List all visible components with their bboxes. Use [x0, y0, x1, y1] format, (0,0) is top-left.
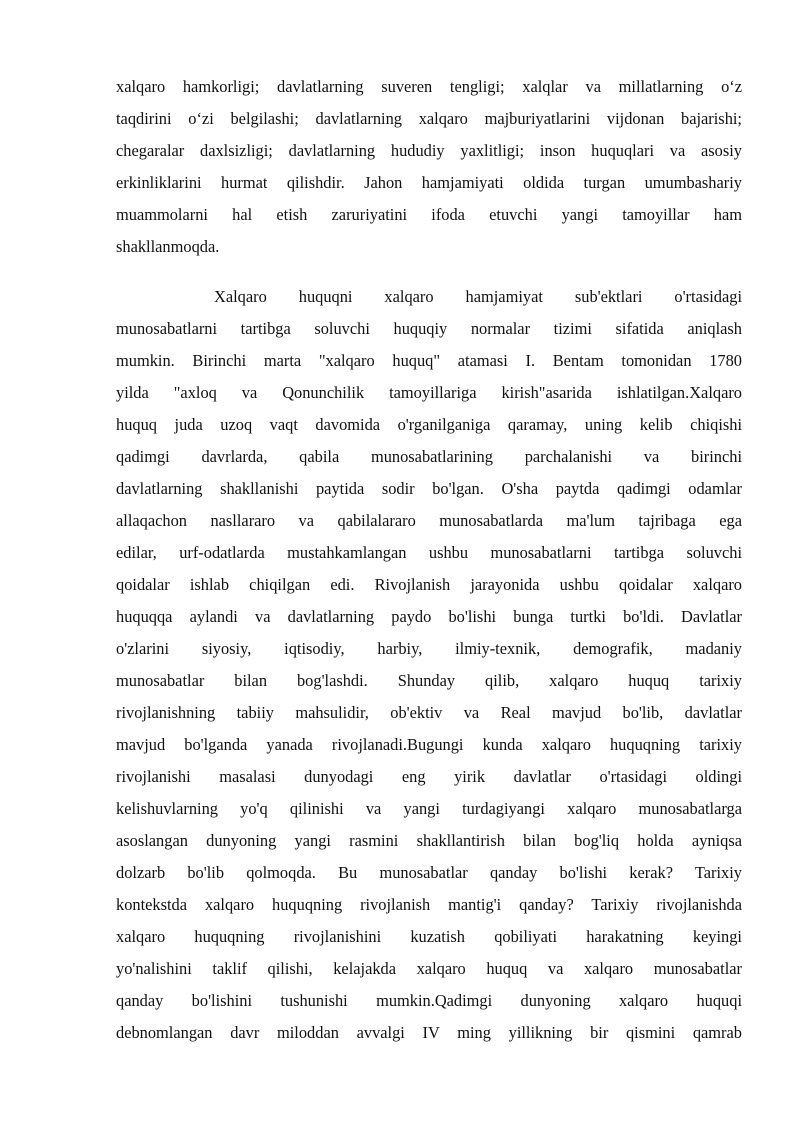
- text-line: davlatlarning shakllanishi paytida sodir bo'lgan. O'sha paytda qadimgi odamlar: [116, 479, 742, 498]
- text-line: shakllanmoqda.: [116, 237, 220, 256]
- text-line: munosabatlarni tartibga soluvchi huquqiy normalar tizimi sifatida aniqlash: [116, 319, 742, 338]
- text-line: huquq juda uzoq vaqt davomida o'rganilganiga qaramay, uning kelib chiqishi: [116, 415, 742, 434]
- text-line: yo'nalishini taklif qilishi, kelajakda xalqaro huquq va xalqaro munosabatlar: [116, 959, 742, 978]
- text-line: dolzarb bo'lib qolmoqda. Bu munosabatlar qanday bo'lishi kerak? Tarixiy: [116, 863, 742, 882]
- text-line: kontekstda xalqaro huquqning rivojlanish mantig'i qanday? Tarixiy rivojlanishda: [116, 895, 742, 914]
- text-line: taqdirini o‘zi belgilashi; davlatlarning xalqaro majburiyatlarini vijdonan bajarishi;: [116, 109, 742, 128]
- text-line: allaqachon nasllararo va qabilalararo munosabatlarda ma'lum tajribaga ega: [116, 511, 742, 530]
- text-line: mumkin. Birinchi marta "xalqaro huquq" atamasi I. Bentam tomonidan 1780: [116, 351, 742, 370]
- text-line: chegaralar daxlsizligi; davlatlarning hududiy yaxlitligi; inson huquqlari va asosiy: [116, 141, 742, 160]
- text-line: rivojlanishning tabiiy mahsulidir, ob'ektiv va Real mavjud bo'lib, davlatlar: [116, 703, 742, 722]
- text-line: o'zlarini siyosiy, iqtisodiy, harbiy, ilmiy-texnik, demografik, madaniy: [116, 639, 742, 658]
- text-line: edilar, urf-odatlarda mustahkamlangan ushbu munosabatlarni tartibga soluvchi: [116, 543, 742, 562]
- text-line: huquqqa aylandi va davlatlarning paydo bo'lishi bunga turtki bo'ldi. Davlatlar: [116, 607, 742, 626]
- text-line: qadimgi davrlarda, qabila munosabatlarining parchalanishi va birinchi: [116, 447, 742, 466]
- text-line: erkinliklarini hurmat qilishdir. Jahon hamjamiyati oldida turgan umumbashariy: [116, 173, 742, 192]
- text-line: rivojlanishi masalasi dunyodagi eng yirik davlatlar o'rtasidagi oldingi: [116, 767, 742, 786]
- text-line: yilda "axloq va Qonunchilik tamoyillariga kirish"asarida ishlatilgan.Xalqaro: [116, 383, 742, 402]
- text-line: Xalqaro huquqni xalqaro hamjamiyat sub'ektlari o'rtasidagi: [214, 287, 742, 306]
- text-line: xalqaro hamkorligi; davlatlarning suveren tengligi; xalqlar va millatlarning o‘z: [116, 77, 742, 96]
- text-line: qanday bo'lishini tushunishi mumkin.Qadimgi dunyoning xalqaro huquqi: [116, 991, 742, 1010]
- text-line: debnomlangan davr miloddan avvalgi IV ming yillikning bir qismini qamrab: [116, 1023, 742, 1042]
- text-line: kelishuvlarning yo'q qilinishi va yangi turdagiyangi xalqaro munosabatlarga: [116, 799, 742, 818]
- text-line: mavjud bo'lganda yanada rivojlanadi.Bugungi kunda xalqaro huquqning tarixiy: [116, 735, 742, 754]
- text-line: asoslangan dunyoning yangi rasmini shakllantirish bilan bog'liq holda ayniqsa: [116, 831, 742, 850]
- text-line: munosabatlar bilan bog'lashdi. Shunday qilib, xalqaro huquq tarixiy: [116, 671, 742, 690]
- text-line: xalqaro huquqning rivojlanishini kuzatish qobiliyati harakatning keyingi: [116, 927, 742, 946]
- text-line: qoidalar ishlab chiqilgan edi. Rivojlanish jarayonida ushbu qoidalar xalqaro: [116, 575, 742, 594]
- text-line: muammolarni hal etish zaruriyatini ifoda etuvchi yangi tamoyillar ham: [116, 205, 742, 224]
